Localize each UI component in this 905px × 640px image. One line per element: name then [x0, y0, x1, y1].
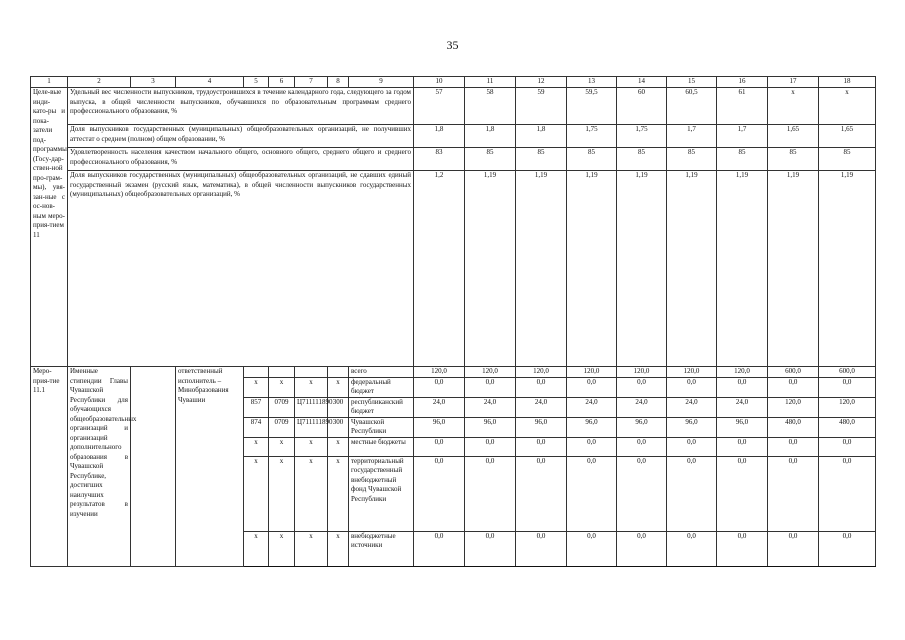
- funding-value: 0,0: [768, 531, 819, 566]
- budget-code: х: [328, 377, 349, 397]
- indicator-row: [31, 171, 876, 367]
- indicator-value: 1,19: [567, 171, 617, 367]
- indicator-text: Доля выпускников государственных (муниципальных) общеобразовательных организаций, не сдавших единый государственный экзамен (русский язык, математика), в общей численности выпускников государственных (муниципальных) общеобразовательных организаций, %: [68, 171, 414, 367]
- budget-code: Ц711111890: [295, 397, 328, 417]
- budget-code: х: [328, 437, 349, 456]
- funding-value: 0,0: [567, 531, 617, 566]
- responsible-executor: ответственный исполнитель – Минобразования Чувашии: [176, 367, 244, 567]
- budget-code: 874: [244, 417, 269, 437]
- budget-code: х: [269, 531, 295, 566]
- indicator-value: 58: [465, 88, 516, 125]
- funding-value: 600,0: [819, 367, 876, 378]
- indicator-row: [31, 125, 876, 148]
- column-number-header: 16: [717, 77, 768, 88]
- program-table: [30, 76, 876, 567]
- column-number-header: 3: [131, 77, 176, 88]
- indicator-value: 1,19: [717, 171, 768, 367]
- indicator-value: 1,2: [414, 171, 465, 367]
- funding-value: 0,0: [717, 437, 768, 456]
- column-number-header: 10: [414, 77, 465, 88]
- funding-value: 0,0: [567, 437, 617, 456]
- budget-code: х: [328, 456, 349, 531]
- budget-code: х: [244, 531, 269, 566]
- funding-value: 24,0: [414, 397, 465, 417]
- funding-value: 0,0: [465, 377, 516, 397]
- indicator-value: 1,65: [768, 125, 819, 148]
- funding-value: 0,0: [414, 456, 465, 531]
- budget-code: 0709: [269, 417, 295, 437]
- indicator-value: 85: [717, 148, 768, 171]
- indicator-value: 85: [617, 148, 667, 171]
- column-number-header: 11: [465, 77, 516, 88]
- indicator-value: х: [768, 88, 819, 125]
- indicator-value: 1,19: [768, 171, 819, 367]
- funding-value: 96,0: [717, 417, 768, 437]
- indicator-value: 59: [516, 88, 567, 125]
- budget-code: х: [295, 531, 328, 566]
- funding-value: 0,0: [717, 456, 768, 531]
- funding-value: 120,0: [465, 367, 516, 378]
- funding-value: 120,0: [667, 367, 717, 378]
- funding-value: 0,0: [617, 531, 667, 566]
- funding-value: 96,0: [567, 417, 617, 437]
- indicator-value: 1,19: [465, 171, 516, 367]
- funding-value: 0,0: [819, 456, 876, 531]
- indicator-text: Доля выпускников государственных (муниципальных) общеобразовательных организаций, не получивших аттестат о среднем (полном) общем образовании, %: [68, 125, 414, 148]
- funding-value: 0,0: [516, 377, 567, 397]
- indicator-value: 85: [667, 148, 717, 171]
- funding-value: 0,0: [667, 437, 717, 456]
- activity-label: Меро-прия-тие 11.1: [31, 367, 68, 567]
- column-number-header: 1: [31, 77, 68, 88]
- budget-code: 857: [244, 397, 269, 417]
- budget-code: х: [295, 377, 328, 397]
- indicator-value: 59,5: [567, 88, 617, 125]
- budget-code: х: [269, 437, 295, 456]
- column-number-header: 13: [567, 77, 617, 88]
- funding-value: 0,0: [414, 377, 465, 397]
- funding-value: 24,0: [465, 397, 516, 417]
- indicator-value: 1,8: [465, 125, 516, 148]
- column-number-header: 5: [244, 77, 269, 88]
- funding-value: 0,0: [768, 456, 819, 531]
- funding-value: 24,0: [717, 397, 768, 417]
- indicator-value: 1,19: [819, 171, 876, 367]
- funding-value: 120,0: [717, 367, 768, 378]
- funding-value: 0,0: [717, 377, 768, 397]
- funding-value: 480,0: [819, 417, 876, 437]
- column-number-header: 14: [617, 77, 667, 88]
- indicator-text: Удельный вес численности выпускников, трудоустроившихся в течение календарного года, следующего за годом выпуска, в общей численности выпускников, обучавшихся по образовательным программам среднего профессионального образования, %: [68, 88, 414, 125]
- indicator-value: 1,75: [567, 125, 617, 148]
- column-number-header: 9: [349, 77, 414, 88]
- funding-value: 24,0: [567, 397, 617, 417]
- indicator-value: 1,8: [414, 125, 465, 148]
- indicators-label: Целе-вые инди-като-ры и пока-затели под-программы (Госу-дар-ствен-ной про-грам-мы), увя-зан-ные с ос-нов-ным меро-прия-тием 11: [31, 88, 68, 367]
- funding-value: 96,0: [516, 417, 567, 437]
- funding-value: 0,0: [516, 456, 567, 531]
- column-number-header: 15: [667, 77, 717, 88]
- budget-code: 300: [328, 417, 349, 437]
- funding-value: 0,0: [516, 437, 567, 456]
- budget-code: 300: [328, 397, 349, 417]
- funding-value: 24,0: [617, 397, 667, 417]
- funding-value: 120,0: [617, 367, 667, 378]
- budget-code: Ц711111890: [295, 417, 328, 437]
- indicator-row: [31, 148, 876, 171]
- funding-value: 120,0: [414, 367, 465, 378]
- budget-code: х: [328, 531, 349, 566]
- indicator-row: [31, 88, 876, 125]
- funding-value: 96,0: [667, 417, 717, 437]
- funding-value: 0,0: [819, 377, 876, 397]
- indicator-value: 57: [414, 88, 465, 125]
- indicator-value: 1,75: [617, 125, 667, 148]
- budget-code: х: [244, 437, 269, 456]
- indicator-text: Удовлетворенность населения качеством начального общего, основного общего, среднего общего и среднего профессионального образования, %: [68, 148, 414, 171]
- indicator-value: х: [819, 88, 876, 125]
- funding-source: территориальный государственный внебюджетный фонд Чувашской Республики: [349, 456, 414, 531]
- funding-value: 0,0: [667, 531, 717, 566]
- funding-source: Чувашской Республики: [349, 417, 414, 437]
- funding-value: 24,0: [516, 397, 567, 417]
- funding-value: 0,0: [567, 377, 617, 397]
- funding-value: 0,0: [465, 531, 516, 566]
- budget-code: [244, 367, 269, 378]
- budget-code: [328, 367, 349, 378]
- indicator-value: 1,7: [667, 125, 717, 148]
- funding-value: 0,0: [516, 531, 567, 566]
- funding-value: 0,0: [414, 531, 465, 566]
- column-number-header: 4: [176, 77, 244, 88]
- indicator-value: 85: [465, 148, 516, 171]
- funding-value: 0,0: [465, 456, 516, 531]
- indicator-value: 60,5: [667, 88, 717, 125]
- funding-value: 0,0: [667, 456, 717, 531]
- funding-value: 0,0: [465, 437, 516, 456]
- funding-value: 96,0: [465, 417, 516, 437]
- funding-value: 120,0: [768, 397, 819, 417]
- funding-value: 0,0: [567, 456, 617, 531]
- funding-value: 600,0: [768, 367, 819, 378]
- funding-source: внебюджетные источники: [349, 531, 414, 566]
- funding-row: [31, 367, 876, 378]
- indicator-value: 85: [516, 148, 567, 171]
- budget-code: х: [269, 377, 295, 397]
- budget-code: х: [244, 456, 269, 531]
- funding-value: 0,0: [617, 437, 667, 456]
- indicator-value: 60: [617, 88, 667, 125]
- header-row: [31, 77, 876, 88]
- indicator-value: 1,19: [617, 171, 667, 367]
- funding-value: 96,0: [414, 417, 465, 437]
- funding-value: 0,0: [768, 377, 819, 397]
- funding-value: 120,0: [819, 397, 876, 417]
- funding-value: 480,0: [768, 417, 819, 437]
- column-number-header: 17: [768, 77, 819, 88]
- funding-value: 0,0: [414, 437, 465, 456]
- funding-value: 0,0: [819, 437, 876, 456]
- indicator-value: 85: [819, 148, 876, 171]
- indicator-value: 61: [717, 88, 768, 125]
- funding-value: 96,0: [617, 417, 667, 437]
- funding-source: федеральный бюджет: [349, 377, 414, 397]
- activity-name: Именные стипендии Главы Чувашской Республики для обучающихся общеобразовательных организаций и организаций дополнительного образования в Чувашской Республике, достигших наилучших результатов в изучении: [68, 367, 131, 567]
- indicator-value: 85: [567, 148, 617, 171]
- indicator-value: 1,7: [717, 125, 768, 148]
- budget-code: [295, 367, 328, 378]
- funding-value: 0,0: [717, 531, 768, 566]
- empty-cell: [131, 367, 176, 567]
- column-number-header: 18: [819, 77, 876, 88]
- indicator-value: 1,19: [516, 171, 567, 367]
- budget-code: х: [269, 456, 295, 531]
- funding-value: 120,0: [567, 367, 617, 378]
- indicator-value: 1,65: [819, 125, 876, 148]
- funding-source: местные бюджеты: [349, 437, 414, 456]
- budget-code: х: [244, 377, 269, 397]
- indicator-value: 1,8: [516, 125, 567, 148]
- funding-value: 0,0: [768, 437, 819, 456]
- funding-value: 120,0: [516, 367, 567, 378]
- column-number-header: 12: [516, 77, 567, 88]
- indicator-value: 85: [768, 148, 819, 171]
- column-number-header: 8: [328, 77, 349, 88]
- funding-value: 0,0: [667, 377, 717, 397]
- column-number-header: 2: [68, 77, 131, 88]
- budget-code: х: [295, 437, 328, 456]
- indicator-value: 83: [414, 148, 465, 171]
- funding-value: 24,0: [667, 397, 717, 417]
- budget-code: х: [295, 456, 328, 531]
- funding-source: всего: [349, 367, 414, 378]
- funding-value: 0,0: [819, 531, 876, 566]
- funding-value: 0,0: [617, 456, 667, 531]
- indicator-value: 1,19: [667, 171, 717, 367]
- budget-code: 0709: [269, 397, 295, 417]
- budget-code: [269, 367, 295, 378]
- column-number-header: 6: [269, 77, 295, 88]
- page-number: 35: [446, 38, 459, 52]
- funding-value: 0,0: [617, 377, 667, 397]
- column-number-header: 7: [295, 77, 328, 88]
- funding-source: республиканский бюджет: [349, 397, 414, 417]
